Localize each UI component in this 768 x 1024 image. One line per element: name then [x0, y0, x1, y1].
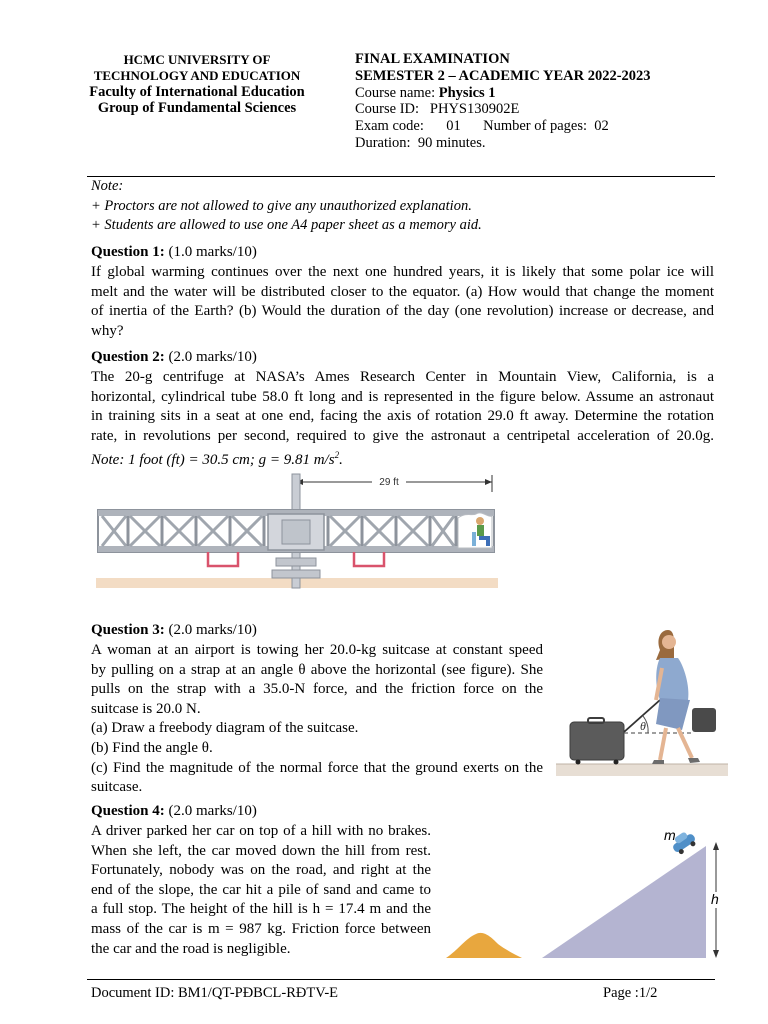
footer-divider: [87, 979, 715, 980]
duration-row: [355, 135, 651, 152]
mass-label: m: [664, 827, 676, 843]
q2-line: The 20-g centrifuge at NASA’s Ames Research Center in Mountain View, California, is a: [91, 369, 714, 385]
course-id-value: PHYS130902E: [429, 101, 520, 118]
q2-marks: (2.0 marks/10): [168, 349, 257, 365]
q4-label: Question 4:: [91, 803, 165, 819]
q3-line: by pulling on a strap at an angle θ above the horizontal (see figure). She: [91, 661, 543, 678]
q2-note: [91, 446, 714, 471]
sand-pile: [446, 933, 522, 958]
q3-marks: (2.0 marks/10): [168, 622, 257, 638]
q1-line: melt and the water will be distributed closer to the equator. (a) How would that change the moment: [91, 283, 714, 300]
angle-label: θ: [640, 719, 646, 733]
exam-info-block: [355, 51, 651, 152]
note-title: Note:: [91, 178, 124, 194]
group-line: Group of Fundamental Sciences: [97, 100, 297, 116]
exam-title: FINAL EXAMINATION: [355, 51, 510, 67]
university-line-2: TECHNOLOGY AND EDUCATION: [93, 68, 301, 83]
pages-value: 02: [594, 118, 609, 135]
duration-value: 90 minutes.: [417, 134, 486, 151]
astronaut-head: [476, 517, 484, 525]
hill-slope: [542, 846, 706, 958]
q3-line: suitcase is 20.0 N.: [91, 700, 201, 717]
q2-note-sup: 2: [334, 450, 340, 461]
q4-marks: (2.0 marks/10): [168, 803, 257, 819]
course-name-row: [355, 85, 651, 102]
q4-line: When she left, the car moved down the hill from rest.: [91, 842, 431, 859]
q3-label: Question 3:: [91, 622, 165, 638]
q4-line: mass of the car is m = 987 kg. Friction force between: [91, 920, 431, 937]
q1-label: Question 1:: [91, 244, 165, 260]
q3-line: suitcase.: [91, 779, 143, 796]
q4-line: Fortunately, nobody was on the road, and right at the: [91, 862, 431, 879]
q3-line: (a) Draw a freebody diagram of the suitcase.: [91, 720, 359, 737]
q2-note-end: .: [339, 452, 343, 469]
pages-label: Number of pages:: [483, 118, 587, 135]
exam-code-value: 01: [446, 118, 461, 135]
hill-svg: [440, 820, 732, 962]
q3-heading: [91, 622, 257, 639]
q4-line: the car and the road is negligible.: [91, 940, 291, 957]
course-id-row: [355, 101, 651, 118]
university-line-1: HCMC UNIVERSITY OF: [123, 52, 271, 67]
exam-code-label: Exam code:: [355, 118, 424, 135]
q1-heading: [91, 244, 257, 261]
q4-text: [91, 822, 431, 959]
woman-icon: [652, 630, 716, 764]
q3-line: pulls on the strap with a 35.0-N force, and the friction force on the: [91, 681, 543, 698]
q1-text: [91, 263, 714, 341]
q2-label: Question 2:: [91, 349, 165, 365]
q1-line: of inertia of the Earth? (b) Would the duration of the day (one revolution) increase or decrease, and: [91, 303, 714, 320]
q4-line: end of the slope, the car hit a pile of sand and came to: [91, 881, 431, 898]
course-id-label: Course ID:: [355, 101, 420, 118]
q2-line: rate, in revolutions per second, required to give the astronaut a centripetal acceleration of 20.0g.: [91, 427, 714, 444]
suitcase-icon: [570, 722, 624, 760]
suitcase-svg: [556, 620, 728, 780]
note-block: [91, 177, 482, 236]
suitcase-figure: [556, 620, 728, 780]
centrifuge-figure: [96, 470, 498, 592]
note-item-2: + Students are allowed to use one A4 paper sheet as a memory aid.: [91, 217, 482, 233]
q4-line: A driver parked her car on top of a hill with no brakes.: [91, 823, 431, 839]
centrifuge-svg: [96, 470, 498, 592]
course-name-value: Physics 1: [438, 84, 496, 101]
document-id: Document ID: BM1/QT-PĐBCL-RĐTV-E: [91, 985, 339, 1001]
q2-line: horizontal, cylindrical tube 58.0 ft long and is represented in the figure below. Assume an astronaut: [91, 388, 714, 405]
page-number: Page :1/2: [603, 985, 658, 1001]
q3-line: A woman at an airport is towing her 20.0-kg suitcase at constant speed: [91, 642, 543, 658]
institution-block: [74, 52, 320, 116]
hill-figure: [440, 820, 732, 962]
q2-heading: [91, 349, 257, 366]
q3-text: [91, 641, 543, 798]
q3-line: (b) Find the angle θ.: [91, 739, 213, 756]
q2-note-text: Note: 1 foot (ft) = 30.5 cm; g = 9.81 m/s: [91, 452, 335, 469]
q1-marks: (1.0 marks/10): [168, 244, 257, 260]
q2-line: in training sits in a seat at one end, facing the axis of rotation 29.0 ft away. Determine the rotation: [91, 408, 714, 425]
semester-line: SEMESTER 2 – ACADEMIC YEAR 2022-2023: [355, 67, 651, 84]
duration-label: Duration:: [355, 134, 411, 151]
course-name-label: Course name:: [355, 84, 436, 101]
faculty-line: Faculty of International Education: [89, 84, 305, 100]
exam-code-row: [355, 118, 651, 135]
note-item-1: + Proctors are not allowed to give any unauthorized explanation.: [91, 197, 472, 214]
q1-line: why?: [91, 322, 124, 339]
height-label: h: [711, 891, 719, 907]
q2-text: [91, 368, 714, 471]
q1-line: If global warming continues over the next one hundred years, it is likely that some polar ice will: [91, 264, 714, 280]
q4-line: a full stop. The height of the hill is h = 17.4 m and the: [91, 901, 431, 918]
q3-line: (c) Find the magnitude of the normal force that the ground exerts on the: [91, 759, 543, 776]
dimension-label: 29 ft: [379, 477, 399, 488]
q4-heading: [91, 803, 257, 820]
